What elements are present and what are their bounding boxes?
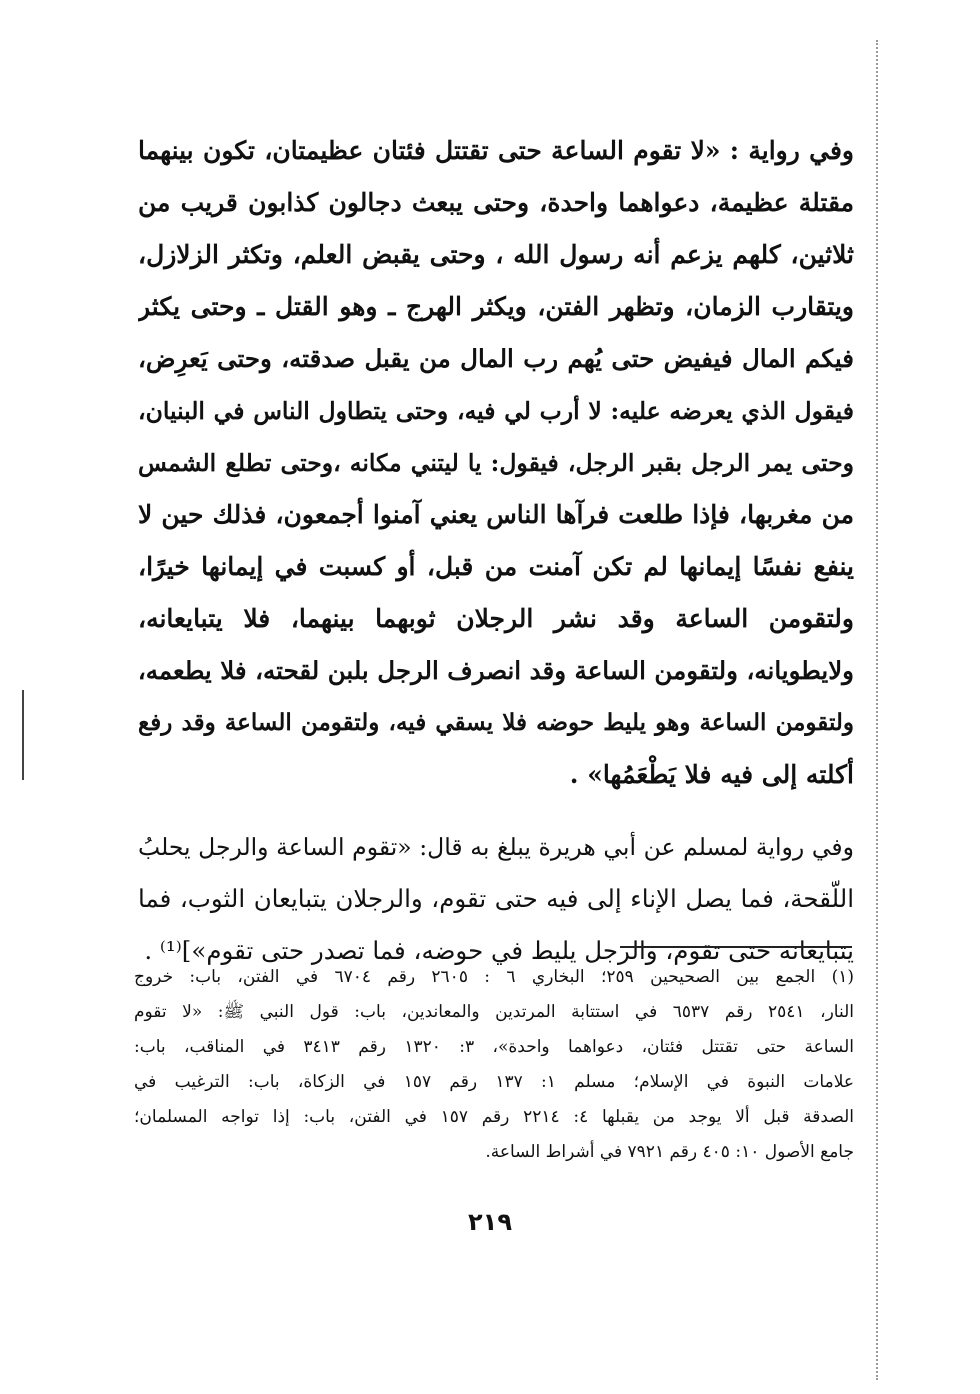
text-line: ينفع نفسًا إيمانها لم تكن آمنت من قبل، أو كسبت في إيمانها خيرًا، [138, 552, 854, 581]
text-line: مقتلة عظيمة، دعواهما واحدة، وحتى يبعث دجالون كذابون قريب من [138, 188, 854, 217]
text-line: من مغربها، فإذا طلعت فرآها الناس يعني آمنوا أجمعون، فذلك حين لا [138, 500, 854, 529]
footnote-line: الصدقة قبل ألا يوجد من يقبلها ٤: ٢٢١٤ رقم ١٥٧ في الفتن، باب: إذا تواجه المسلمان؛ [134, 1107, 854, 1127]
footnote-line: النار، ٢٥٤١ رقم ٦٥٣٧ في استتابة المرتدين والمعاندين، باب: قول النبي ﷺ: «لا تقوم [134, 1002, 854, 1022]
text-line: وفي رواية لمسلم عن أبي هريرة يبلغ به قال: «تقوم الساعة والرجل يحلبُ [138, 833, 854, 861]
text-line: يتبايعانه حتى تقوم، والرجل يليط في حوضه، فما تصدر حتى تقوم»]⁽¹⁾ . [144, 936, 854, 965]
binding-dotted-line [876, 40, 878, 1380]
footnote-line: علامات النبوة في الإسلام؛ مسلم ١: ١٣٧ رقم ١٥٧ في الزكاة، باب: الترغيب في [134, 1072, 854, 1092]
footnote-line: الساعة حتى تقتتل فئتان، دعواهما واحدة»، ٣: ١٣٢٠ رقم ٣٤١٣ في المناقب، باب: [134, 1037, 854, 1057]
text-line: فيكم المال فيفيض حتى يُهم رب المال من يقبل صدقته، وحتى يَعرِض، [138, 344, 854, 373]
text-line: ولايطويانه، ولتقومن الساعة وقد انصرف الرجل بلبن لقحته، فلا يطعمه، [138, 656, 854, 685]
margin-mark [22, 690, 24, 780]
text-line: فيقول الذي يعرضه عليه: لا أرب لي فيه، وحتى يتطاول الناس في البنيان، [138, 397, 854, 425]
paragraph-2 [138, 821, 854, 977]
footnote [134, 960, 854, 1170]
text-line: أكلته إلى فيه فلا يَطْعَمُها» . [569, 760, 854, 789]
footnote-separator [620, 946, 852, 948]
text-line: ولتقومن الساعة وقد نشر الرجلان ثوبهما بينهما، فلا يتبايعانه، [138, 604, 854, 633]
text-line: وحتى يمر الرجل بقبر الرجل، فيقول: يا ليتني مكانه ،وحتى تطلع الشمس [138, 449, 854, 477]
main-text [138, 125, 854, 977]
text-line: ويتقارب الزمان، وتظهر الفتن، ويكثر الهرج ـ وهو القتل ـ وحتى يكثر [138, 292, 854, 321]
footnote-line: جامع الأصول ١٠: ٤٠٥ رقم ٧٩٢١ في أشراط الساعة. [485, 1142, 854, 1162]
text-line: ثلاثين، كلهم يزعم أنه رسول الله ، وحتى يقبض العلم، وتكثر الزلازل، [138, 240, 854, 269]
text-line: وفي رواية : «لا تقوم الساعة حتى تقتتل فئتان عظيمتان، تكون بينهما [138, 136, 854, 165]
text-line: ولتقومن الساعة وهو يليط حوضه فلا يسقي فيه، ولتقومن الساعة وقد رفع [138, 709, 854, 736]
text-line: اللّقحة، فما يصل الإناء إلى فيه حتى تقوم، والرجلان يتبايعان الثوب، فما [138, 884, 854, 913]
paragraph-1 [138, 125, 854, 801]
footnote-line: (١) الجمع بين الصحيحين ٢٥٩؛ البخاري ٦ : ٢٦٠٥ رقم ٦٧٠٤ في الفتن، باب: خروج [134, 967, 854, 987]
page-number: ٢١٩ [468, 1208, 512, 1236]
